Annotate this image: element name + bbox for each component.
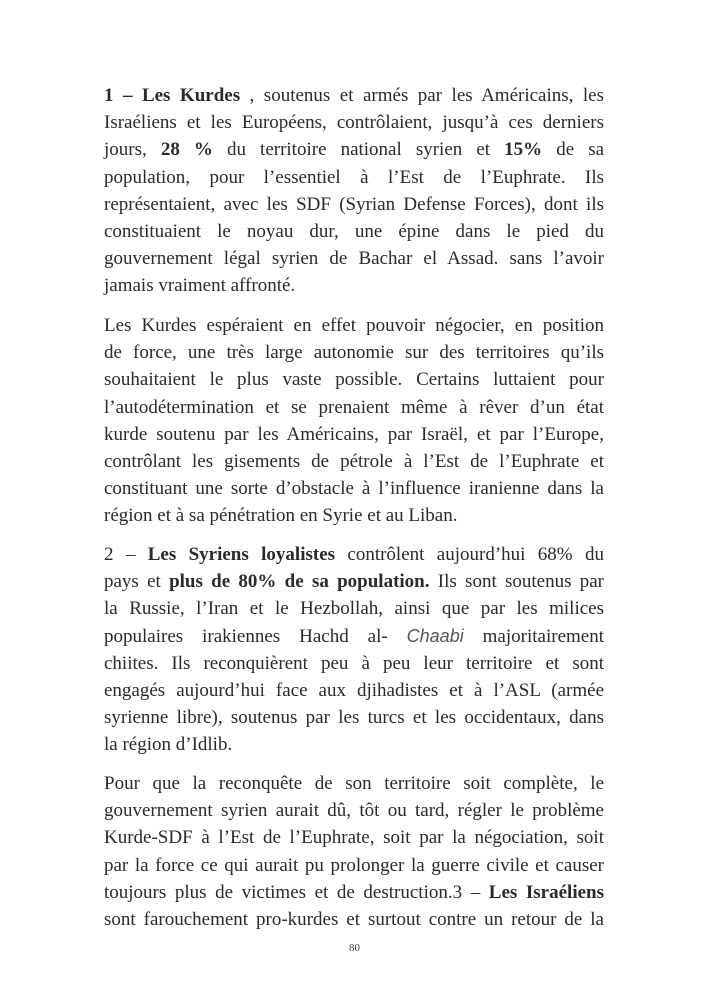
text-line <box>104 824 604 851</box>
text-span: de force, une très large autonomie sur des territoires qu’ils <box>104 342 604 364</box>
text-span: kurde soutenu par les Américains, par Israël, et par l’Europe, <box>104 423 604 445</box>
text-line <box>104 623 604 650</box>
text-line <box>104 339 604 366</box>
text-span: constituaient le noyau dur, une épine dans le pied du <box>104 220 604 242</box>
text-span: région et à sa pénétration en Syrie et au Liban. <box>104 505 458 527</box>
bold-text: plus de 80% de sa population. <box>169 571 430 593</box>
text-span: contrôlant les gisements de pétrole à l’Est de l’Euphrate et <box>104 450 604 472</box>
text-line <box>104 704 604 731</box>
text-line <box>104 568 604 595</box>
text-span: toujours plus de victimes et de destruction.3 – <box>104 881 489 903</box>
text-line <box>104 109 604 136</box>
italic-text: Chaabi <box>406 625 464 646</box>
text-span: Les Kurdes espéraient en effet pouvoir négocier, en position <box>104 315 604 336</box>
text-span: du territoire national syrien et <box>212 139 505 161</box>
text-span: Israéliens et les Européens, contrôlaient, jusqu’à ces derniers <box>104 112 604 134</box>
text-span: Ils sont soutenus par <box>429 571 605 593</box>
text-span: la Russie, l’Iran et le Hezbollah, ainsi que par les milices <box>104 598 604 620</box>
text-span: , soutenus et armés par les Américains, les <box>240 85 604 106</box>
text-line <box>104 650 604 677</box>
text-span: chiites. Ils reconquièrent peu à peu leur territoire et sont <box>104 652 604 674</box>
bold-text: 28 % <box>160 139 213 161</box>
text-span: jours, <box>104 139 161 161</box>
text-line <box>104 677 604 704</box>
text-span: gouvernement légal syrien de Bachar el Assad. sans l’avoir <box>104 248 604 270</box>
text-line <box>104 366 604 393</box>
text-span: constituant une sorte d’obstacle à l’influence iranienne dans la <box>104 478 604 500</box>
text-line <box>104 770 604 797</box>
paragraph-syrian-loyalists <box>104 541 604 759</box>
text-span: contrôlent aujourd’hui 68% du <box>335 544 604 565</box>
paragraph-kurdish-autonomy <box>104 312 604 530</box>
text-line <box>104 797 604 824</box>
text-line <box>104 245 604 272</box>
text-line <box>104 164 604 191</box>
text-span: représentaient, avec les SDF (Syrian Defense Forces), dont ils <box>104 193 604 215</box>
text-span: souhaitaient le plus vaste possible. Certains luttaient pour <box>104 369 604 391</box>
text-span: Pour que la reconquête de son territoire soit complète, le <box>104 773 604 794</box>
text-span: syrienne libre), soutenus par les turcs et les occidentaux, dans <box>104 707 604 729</box>
text-line <box>104 541 604 568</box>
paragraph-reconquest <box>104 770 604 933</box>
text-span: sont farouchement pro-kurdes et surtout contre un retour de la <box>104 908 604 930</box>
text-line <box>104 448 604 475</box>
text-span: population, pour l’essentiel à l’Est de l’Euphrate. Ils <box>104 166 604 188</box>
text-span: la région d’Idlib. <box>104 734 233 756</box>
text-line <box>104 191 604 218</box>
text-line <box>104 852 604 879</box>
text-line <box>104 502 604 529</box>
text-span: majoritairement <box>463 625 604 647</box>
text-line <box>104 731 604 758</box>
text-span: gouvernement syrien aurait dû, tôt ou tard, régler le problème <box>104 800 604 822</box>
text-line <box>104 421 604 448</box>
text-line <box>104 906 604 933</box>
text-line <box>104 82 604 109</box>
text-span: engagés aujourd’hui face aux djihadistes et à l’ASL (armée <box>104 679 604 701</box>
text-line <box>104 312 604 339</box>
bold-text: Les Syriens loyalistes <box>147 544 336 565</box>
text-line <box>104 218 604 245</box>
text-span: Kurde-SDF à l’Est de l’Euphrate, soit par la négociation, soit <box>104 827 604 849</box>
text-span: jamais vraiment affronté. <box>104 275 296 297</box>
text-span: par la force ce qui aurait pu prolonger la guerre civile et causer <box>104 854 604 876</box>
text-span: de sa <box>542 139 605 161</box>
text-span: populaires irakiennes Hachd al- <box>104 625 407 647</box>
text-line <box>104 272 604 299</box>
text-span: pays et <box>104 571 170 593</box>
text-line <box>104 595 604 622</box>
text-line <box>104 879 604 906</box>
text-span: l’autodétermination et se prenaient même à rêver d’un état <box>104 396 604 418</box>
text-span: 2 – <box>104 544 148 565</box>
text-line <box>104 475 604 502</box>
text-line <box>104 394 604 421</box>
bold-text: 1 – Les Kurdes <box>104 85 241 106</box>
bold-text: Les Israéliens <box>488 881 604 903</box>
page-number: 80 <box>349 942 360 954</box>
bold-text: 15% <box>504 139 543 161</box>
paragraph-kurdes <box>104 82 604 300</box>
text-line <box>104 136 604 163</box>
